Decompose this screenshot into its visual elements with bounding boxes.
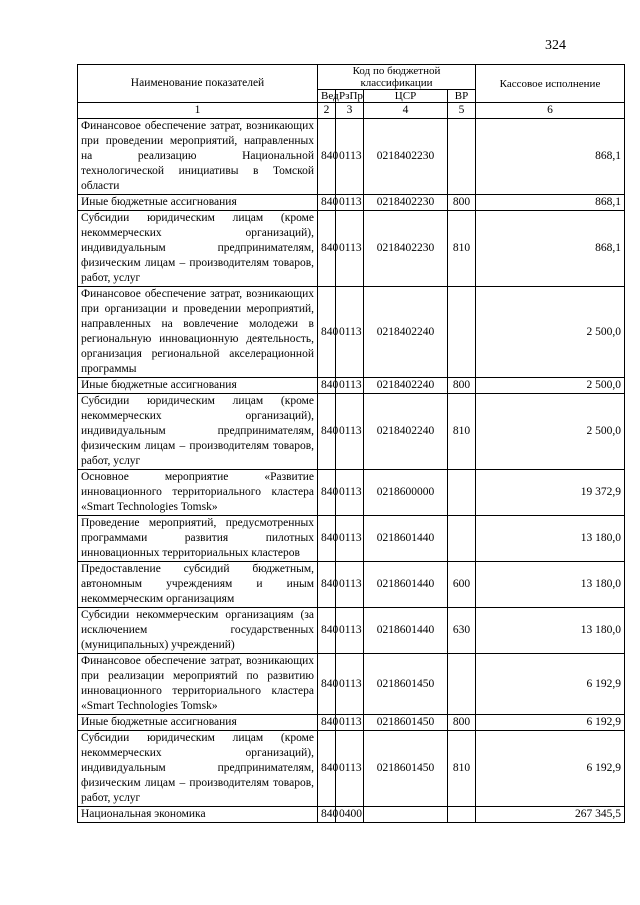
row-ved-cell: 840 [318, 516, 336, 562]
row-vr-cell: 630 [448, 608, 476, 654]
column-number: 3 [336, 103, 364, 119]
table-header [78, 65, 625, 119]
row-rzpr-cell: 0113 [336, 119, 364, 195]
row-vr-cell: 810 [448, 731, 476, 807]
row-csr-cell: 0218601440 [364, 516, 448, 562]
table-row [78, 516, 625, 562]
row-ved-cell: 840 [318, 378, 336, 394]
row-rzpr-cell: 0113 [336, 470, 364, 516]
budget-table [77, 64, 625, 823]
row-name-cell: Основное мероприятие «Развитие инновационного территориального кластера «Smart Technologies Tomsk» [78, 470, 318, 516]
row-csr-cell: 0218601450 [364, 654, 448, 715]
row-name-cell: Иные бюджетные ассигнования [78, 715, 318, 731]
row-sum-cell: 2 500,0 [476, 378, 625, 394]
row-name-cell: Финансовое обеспечение затрат, возникающих при проведении мероприятий, направленных на реализацию Национальной технологической инициативы в Томской области [78, 119, 318, 195]
row-name-cell: Предоставление субсидий бюджетным, автономным учреждениям и иным некоммерческим организациям [78, 562, 318, 608]
row-csr-cell: 0218402240 [364, 394, 448, 470]
row-rzpr-cell: 0113 [336, 516, 364, 562]
column-number: 1 [78, 103, 318, 119]
column-number: 4 [364, 103, 448, 119]
row-name-cell: Финансовое обеспечение затрат, возникающих при реализации мероприятий по развитию инновационного территориального кластера «Smart Technologies Tomsk» [78, 654, 318, 715]
row-csr-cell [364, 807, 448, 823]
row-csr-cell: 0218601440 [364, 608, 448, 654]
row-rzpr-cell: 0113 [336, 731, 364, 807]
table-row [78, 562, 625, 608]
row-ved-cell: 840 [318, 287, 336, 378]
row-ved-cell: 840 [318, 119, 336, 195]
table-body [78, 119, 625, 823]
row-name-cell: Субсидии некоммерческим организациям (за исключением государственных (муниципальных) учреждений) [78, 608, 318, 654]
row-csr-cell: 0218402230 [364, 211, 448, 287]
table-row [78, 394, 625, 470]
table-row [78, 287, 625, 378]
row-ved-cell: 840 [318, 608, 336, 654]
header-cash-execution: Кассовое исполнение [476, 65, 625, 103]
row-name-cell: Финансовое обеспечение затрат, возникающих при организации и проведении мероприятий, направленных на вовлечение молодежи в региональную инновационную деятельность, организация региональной акселерационной программы [78, 287, 318, 378]
row-csr-cell: 0218601450 [364, 731, 448, 807]
row-vr-cell: 800 [448, 378, 476, 394]
row-rzpr-cell: 0400 [336, 807, 364, 823]
table-row [78, 378, 625, 394]
row-name-cell: Иные бюджетные ассигнования [78, 378, 318, 394]
row-vr-cell [448, 516, 476, 562]
column-number: 5 [448, 103, 476, 119]
row-vr-cell [448, 807, 476, 823]
row-vr-cell: 600 [448, 562, 476, 608]
row-sum-cell: 6 192,9 [476, 654, 625, 715]
row-name-cell: Субсидии юридическим лицам (кроме некоммерческих организаций), индивидуальным предпринимателям, физическим лицам – производителям товаров, работ, услуг [78, 731, 318, 807]
row-name-cell: Иные бюджетные ассигнования [78, 195, 318, 211]
table-row [78, 608, 625, 654]
row-rzpr-cell: 0113 [336, 211, 364, 287]
row-vr-cell [448, 287, 476, 378]
table-row [78, 731, 625, 807]
row-name-cell: Проведение мероприятий, предусмотренных программами развития пилотных инновационных территориальных кластеров [78, 516, 318, 562]
header-classification-group: Код по бюджетной классификации [318, 65, 476, 90]
row-ved-cell: 840 [318, 715, 336, 731]
row-sum-cell: 2 500,0 [476, 394, 625, 470]
row-vr-cell: 810 [448, 394, 476, 470]
row-sum-cell: 13 180,0 [476, 608, 625, 654]
row-sum-cell: 13 180,0 [476, 562, 625, 608]
row-name-cell: Национальная экономика [78, 807, 318, 823]
row-rzpr-cell: 0113 [336, 608, 364, 654]
row-sum-cell: 19 372,9 [476, 470, 625, 516]
row-vr-cell [448, 654, 476, 715]
column-number: 2 [318, 103, 336, 119]
row-sum-cell: 868,1 [476, 211, 625, 287]
row-sum-cell: 6 192,9 [476, 715, 625, 731]
row-sum-cell: 267 345,5 [476, 807, 625, 823]
header-vr: ВР [448, 90, 476, 103]
row-rzpr-cell: 0113 [336, 715, 364, 731]
header-ved: Вед [318, 90, 336, 103]
row-csr-cell: 0218601450 [364, 715, 448, 731]
table-row [78, 654, 625, 715]
table-row [78, 211, 625, 287]
row-csr-cell: 0218402240 [364, 287, 448, 378]
row-csr-cell: 0218402230 [364, 119, 448, 195]
row-sum-cell: 6 192,9 [476, 731, 625, 807]
row-csr-cell: 0218402240 [364, 378, 448, 394]
row-vr-cell [448, 470, 476, 516]
table-row [78, 807, 625, 823]
row-csr-cell: 0218402230 [364, 195, 448, 211]
row-vr-cell: 810 [448, 211, 476, 287]
row-name-cell: Субсидии юридическим лицам (кроме некоммерческих организаций), индивидуальным предпринимателям, физическим лицам – производителям товаров, работ, услуг [78, 394, 318, 470]
row-csr-cell: 0218600000 [364, 470, 448, 516]
column-number-row [78, 103, 625, 119]
row-rzpr-cell: 0113 [336, 394, 364, 470]
row-sum-cell: 13 180,0 [476, 516, 625, 562]
row-sum-cell: 868,1 [476, 195, 625, 211]
row-ved-cell: 840 [318, 211, 336, 287]
row-ved-cell: 840 [318, 470, 336, 516]
header-csr: ЦСР [364, 90, 448, 103]
table-row [78, 119, 625, 195]
row-sum-cell: 2 500,0 [476, 287, 625, 378]
header-name-column: Наименование показателей [78, 65, 318, 103]
row-rzpr-cell: 0113 [336, 195, 364, 211]
row-vr-cell [448, 119, 476, 195]
row-ved-cell: 840 [318, 731, 336, 807]
page-number: 324 [545, 38, 566, 53]
row-ved-cell: 840 [318, 654, 336, 715]
table-row [78, 195, 625, 211]
row-rzpr-cell: 0113 [336, 654, 364, 715]
row-rzpr-cell: 0113 [336, 287, 364, 378]
row-rzpr-cell: 0113 [336, 562, 364, 608]
row-ved-cell: 840 [318, 807, 336, 823]
row-vr-cell: 800 [448, 715, 476, 731]
row-csr-cell: 0218601440 [364, 562, 448, 608]
table-row [78, 715, 625, 731]
table-row [78, 470, 625, 516]
row-ved-cell: 840 [318, 562, 336, 608]
row-rzpr-cell: 0113 [336, 378, 364, 394]
row-sum-cell: 868,1 [476, 119, 625, 195]
row-ved-cell: 840 [318, 195, 336, 211]
header-rzpr: РзПр [336, 90, 364, 103]
row-vr-cell: 800 [448, 195, 476, 211]
column-number: 6 [476, 103, 625, 119]
row-name-cell: Субсидии юридическим лицам (кроме некоммерческих организаций), индивидуальным предпринимателям, физическим лицам – производителям товаров, работ, услуг [78, 211, 318, 287]
row-ved-cell: 840 [318, 394, 336, 470]
